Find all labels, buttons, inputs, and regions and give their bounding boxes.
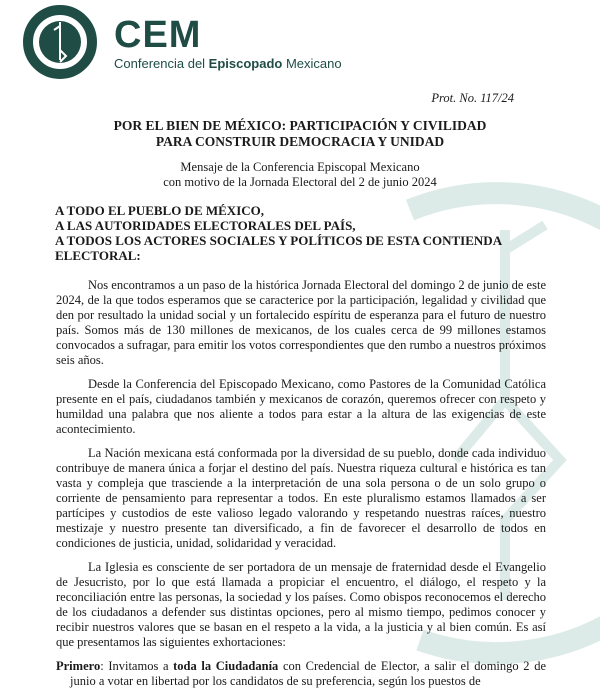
document-subtitle	[40, 160, 560, 190]
subtitle-line-2: con motivo de la Jornada Electoral del 2 de junio 2024	[163, 175, 437, 189]
paragraph: La Nación mexicana está conformada por la diversidad de su pueblo, donde cada individuo contribuye de manera única a forjar el destino del país. Nuestra riqueza cultural e histórica es tan vasta y compleja que trasciende a la interpretación de una sola persona o de un solo grupo o corriente de pensamiento para representar a todos. En este pluralismo estamos llamados a ser partícipes y custodios de este valioso legado valorando y respetando nuestras raíces, nuestro mestizaje y nuestro presente tan diversificado, a fin de favorecer el desarrollo de todos en condiciones de justicia, unidad, solidaridad y veracidad.	[56, 446, 546, 550]
exhortation-first: Primero: Invitamos a toda la Ciudadanía con Credencial de Elector, a salir el domingo 2 de junio a votar en libertad por los candidatos de su preferencia, según los puestos de	[56, 659, 546, 688]
letter-body	[56, 278, 546, 698]
addressee-line: A TODO EL PUEBLO DE MÉXICO,	[55, 203, 265, 218]
exhortation-label: Primero	[56, 659, 101, 673]
brand-name: CEM	[114, 14, 202, 56]
brand-subtitle: Conferencia del Episcopado Mexicano	[114, 56, 342, 71]
paragraph: Nos encontramos a un paso de la histórica Jornada Electoral del domingo 2 de junio de este 2024, de la que todos esperamos que se caracterice por la participación, legalidad y civilidad que den por resultado la unidad social y un fortalecido espíritu de esperanza para el futuro de nuestro país. Somos más de 130 millones de mexicanos, de los cuales cerca de 99 millones estamos convocados a sufragar, para emitir los votos correspondientes que den rumbo a nuestros próximos seis años.	[56, 278, 546, 367]
paragraph: Desde la Conferencia del Episcopado Mexicano, como Pastores de la Comunidad Católica presente en el país, ciudadanos también y mexicanos de corazón, queremos ofrecer con respeto y humildad una palabra que nos aliente a todos para estar a la altura de las exigencias de este acontecimiento.	[56, 377, 546, 436]
brand-block	[114, 16, 342, 71]
title-line-2: PARA CONSTRUIR DEMOCRACIA Y UNIDAD	[155, 134, 445, 149]
exhortation-emphasis: toda la Ciudadanía	[173, 659, 279, 673]
addressee-line: A LAS AUTORIDADES ELECTORALES DEL PAÍS,	[55, 218, 356, 233]
letterhead	[22, 4, 442, 80]
addressees	[55, 203, 535, 263]
paragraph: La Iglesia es consciente de ser portadora de un mensaje de fraternidad desde el Evangelio de Jesucristo, por lo que está llamada a propiciar el encuentro, el diálogo, el respeto y la reconciliación entre las personas, la sociedad y los países. Como obispos reconocemos el derecho de los ciudadanos a defender sus distintas opciones, pero al mismo tiempo, pedimos conocer y recibir nuestros valores que se basan en el respeto a la vida, a la justicia y al bien común. Es así que presentamos las siguientes exhortaciones:	[56, 560, 546, 649]
addressee-line: A TODOS LOS ACTORES SOCIALES Y POLÍTICOS DE ESTA CONTIENDA ELECTORAL:	[55, 233, 502, 263]
subtitle-line-1: Mensaje de la Conferencia Episcopal Mexicano	[180, 160, 420, 174]
document-title	[40, 118, 560, 150]
title-line-1: POR EL BIEN DE MÉXICO: PARTICIPACIÓN Y CIVILIDAD	[113, 118, 487, 133]
cem-logo-icon	[22, 4, 102, 80]
protocol-number: Prot. No. 117/24	[431, 91, 514, 105]
